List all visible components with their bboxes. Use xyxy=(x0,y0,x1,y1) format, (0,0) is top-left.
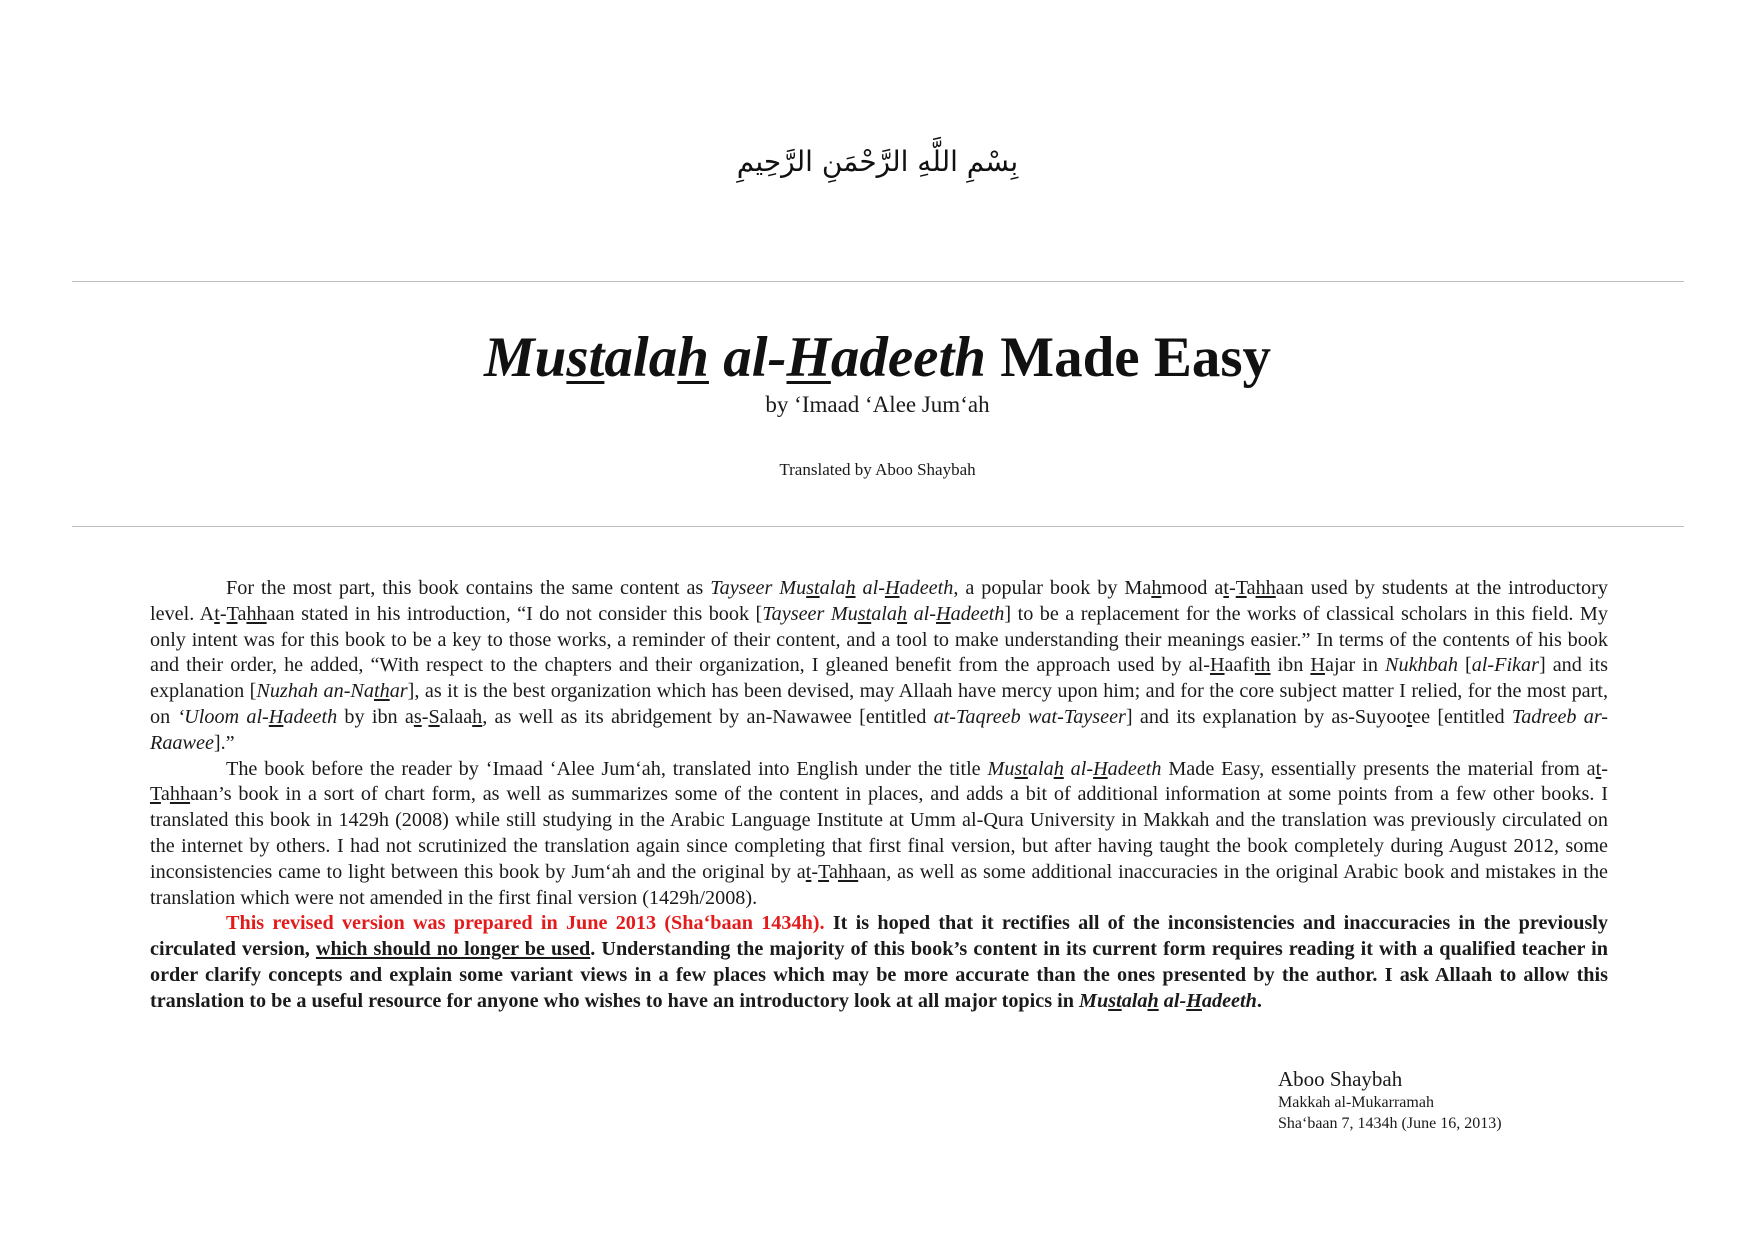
text: The book before the reader by ‘Imaad ‘Alee Jum‘ah, translated into English under the title xyxy=(226,757,988,780)
text: ] to be a replacement for the works of classical scholars in this field. My only intent was for this book to be a key to those works, a reminder of their content, and a tool to make understanding their meanings easier.” In terms of the contents of his book and their order, he added, “With respect to the chapters and their organization, I gleaned benefit from the approach used by al- xyxy=(150,602,1608,677)
text: aan used by students at the introductory level. A xyxy=(150,577,1608,625)
text: , a popular book by Ma xyxy=(953,577,1152,599)
book-title: Mustalah al-Hadeeth xyxy=(987,757,1162,780)
title-part: ala xyxy=(604,326,678,389)
book-title: Tayseer Mustalah al-Hadeeth xyxy=(762,602,1005,625)
transliteration-mark: S xyxy=(428,705,440,728)
text: ee [entitled xyxy=(1412,705,1512,728)
text: - xyxy=(421,705,429,728)
signature-date: Sha‘baan 7, 1434h (June 16, 2013) xyxy=(1278,1115,1502,1132)
paragraph-2 xyxy=(150,757,1608,912)
signature-name: Aboo Shaybah xyxy=(1278,1067,1403,1091)
emphasis-underlined: which should no longer be used xyxy=(315,938,591,961)
text: It is hoped that it rectifies all of the inconsistencies and inaccuracies in the previously circulated version, xyxy=(150,912,1609,961)
revision-notice: This revised version was prepared in June 2013 (Sha‘baan 1434h). xyxy=(226,912,825,935)
text: aan, as well as some additional inaccuracies in the original Arabic book and mistakes in the translation which were not amended in the first final version (1429h/2008). xyxy=(150,860,1608,909)
text: aan stated in his introduction, “I do not consider this book [ xyxy=(266,602,763,625)
book-title: ‘Uloom al-Hadeeth xyxy=(177,705,338,728)
text: . xyxy=(1256,989,1262,1012)
signature-block xyxy=(1278,1066,1698,1134)
paragraph-3 xyxy=(150,911,1608,1014)
title-underlined-part: h xyxy=(677,326,709,389)
text: - xyxy=(219,602,227,625)
text: , as well as its abridgement by an-Nawawee [entitled xyxy=(482,705,934,728)
transliteration-mark: h xyxy=(1151,577,1162,599)
text: . Understanding the majority of this book’s content in its current form requires reading it with a qualified teacher in order clarify concepts and explain some variant views in a few places which may be more accurate than the ones presented by the author. I ask Allaah to allow this translation to be a useful resource for anyone who wishes to have an introductory look at all major topics in xyxy=(150,938,1608,1012)
text: ajar in xyxy=(1324,654,1386,677)
transliteration-mark: hh xyxy=(246,602,267,625)
paragraph-1 xyxy=(150,576,1608,757)
transliteration-mark: H xyxy=(1310,654,1325,677)
text: alaa xyxy=(439,705,473,728)
text: a xyxy=(829,860,838,883)
text: ibn xyxy=(1270,654,1311,677)
text: ] and its explanation [ xyxy=(150,654,1608,703)
text: - xyxy=(811,860,819,883)
text: For the most part, this book contains the same content as xyxy=(226,577,711,599)
transliteration-mark: t xyxy=(805,860,812,883)
book-title: Mustalah al-Hadeeth xyxy=(1079,989,1257,1012)
translator-credit: Translated by Aboo Shaybah xyxy=(779,460,976,479)
text: ] and its explanation by as-Suyoo xyxy=(1125,705,1407,728)
book-title: Tayseer Mustalah al-Hadeeth xyxy=(710,577,954,599)
signature-place: Makkah al-Mukarramah xyxy=(1278,1094,1434,1111)
title-part: al- xyxy=(708,326,787,389)
text: - xyxy=(1601,757,1608,780)
transliteration-mark: H xyxy=(1209,654,1225,677)
text: a xyxy=(237,602,247,625)
title-underlined-part: st xyxy=(566,326,605,389)
title-part: Mu xyxy=(483,326,567,389)
text: Made Easy, essentially presents the material from a xyxy=(1161,757,1596,780)
book-title: Nukhbah xyxy=(1385,654,1458,677)
text: ], as it is the best organization which has been devised, may Allaah have mercy upon him; and for the core subject matter I relied, for the most part, on xyxy=(150,680,1609,728)
text: - xyxy=(1228,577,1236,599)
basmala-calligraphy: بِسْمِ اللَّهِ الرَّحْمَنِ الرَّحِيمِ xyxy=(736,145,1019,178)
book-title: al-Fikar xyxy=(1471,654,1539,677)
title-part: adeeth xyxy=(830,326,987,389)
transliteration-mark: T xyxy=(150,783,161,806)
transliteration-mark: t xyxy=(1223,577,1229,599)
text: by ibn a xyxy=(337,705,414,728)
transliteration-mark: hh xyxy=(1255,577,1276,599)
book-title: Tadreeb ar-Raawee xyxy=(150,705,1609,754)
text: ].” xyxy=(213,731,235,754)
text: mood a xyxy=(1161,577,1224,599)
text: a xyxy=(1246,577,1256,599)
transliteration-mark: T xyxy=(818,860,830,883)
transliteration-mark: T xyxy=(1235,577,1247,599)
transliteration-mark: t xyxy=(1406,705,1413,728)
text: aan’s book in a sort of chart form, as well as summarizes some of the content in places, and adds a bit of additional information at some points from a few other books. I translated this book in 1429h (2008) while still studying in the Arabic Language Institute at Umm al-Qura University in Makkah and the translation was previously circulated on the internet by others. I had not scrutinized the translation again since completing that first final version, but after having taught the book completely during August 2012, some inconsistencies came to light between this book by Jum‘ah and the original by a xyxy=(150,783,1608,883)
book-title: Nuzhah an-Nathar xyxy=(256,680,408,703)
title-underlined-part: H xyxy=(786,326,831,389)
transliteration-mark: th xyxy=(1254,654,1271,677)
transliteration-mark: t xyxy=(1595,757,1602,780)
top-divider xyxy=(72,281,1684,282)
preface-body xyxy=(150,576,1608,1015)
title-part: Made Easy xyxy=(986,326,1272,389)
transliteration-mark: hh xyxy=(838,860,859,883)
document-title xyxy=(0,325,1755,391)
text: [ xyxy=(1457,654,1472,677)
transliteration-mark: s xyxy=(413,705,422,728)
book-title: at-Taqreeb wat-Tayseer xyxy=(933,705,1126,728)
bottom-divider xyxy=(72,526,1684,527)
author-byline: by ‘Imaad ‘Alee Jum‘ah xyxy=(765,392,990,417)
transliteration-mark: hh xyxy=(169,783,191,806)
text: a xyxy=(160,783,170,806)
transliteration-mark: T xyxy=(226,602,238,625)
transliteration-mark: t xyxy=(214,602,220,625)
transliteration-mark: h xyxy=(472,705,483,728)
text: aafi xyxy=(1224,654,1255,677)
